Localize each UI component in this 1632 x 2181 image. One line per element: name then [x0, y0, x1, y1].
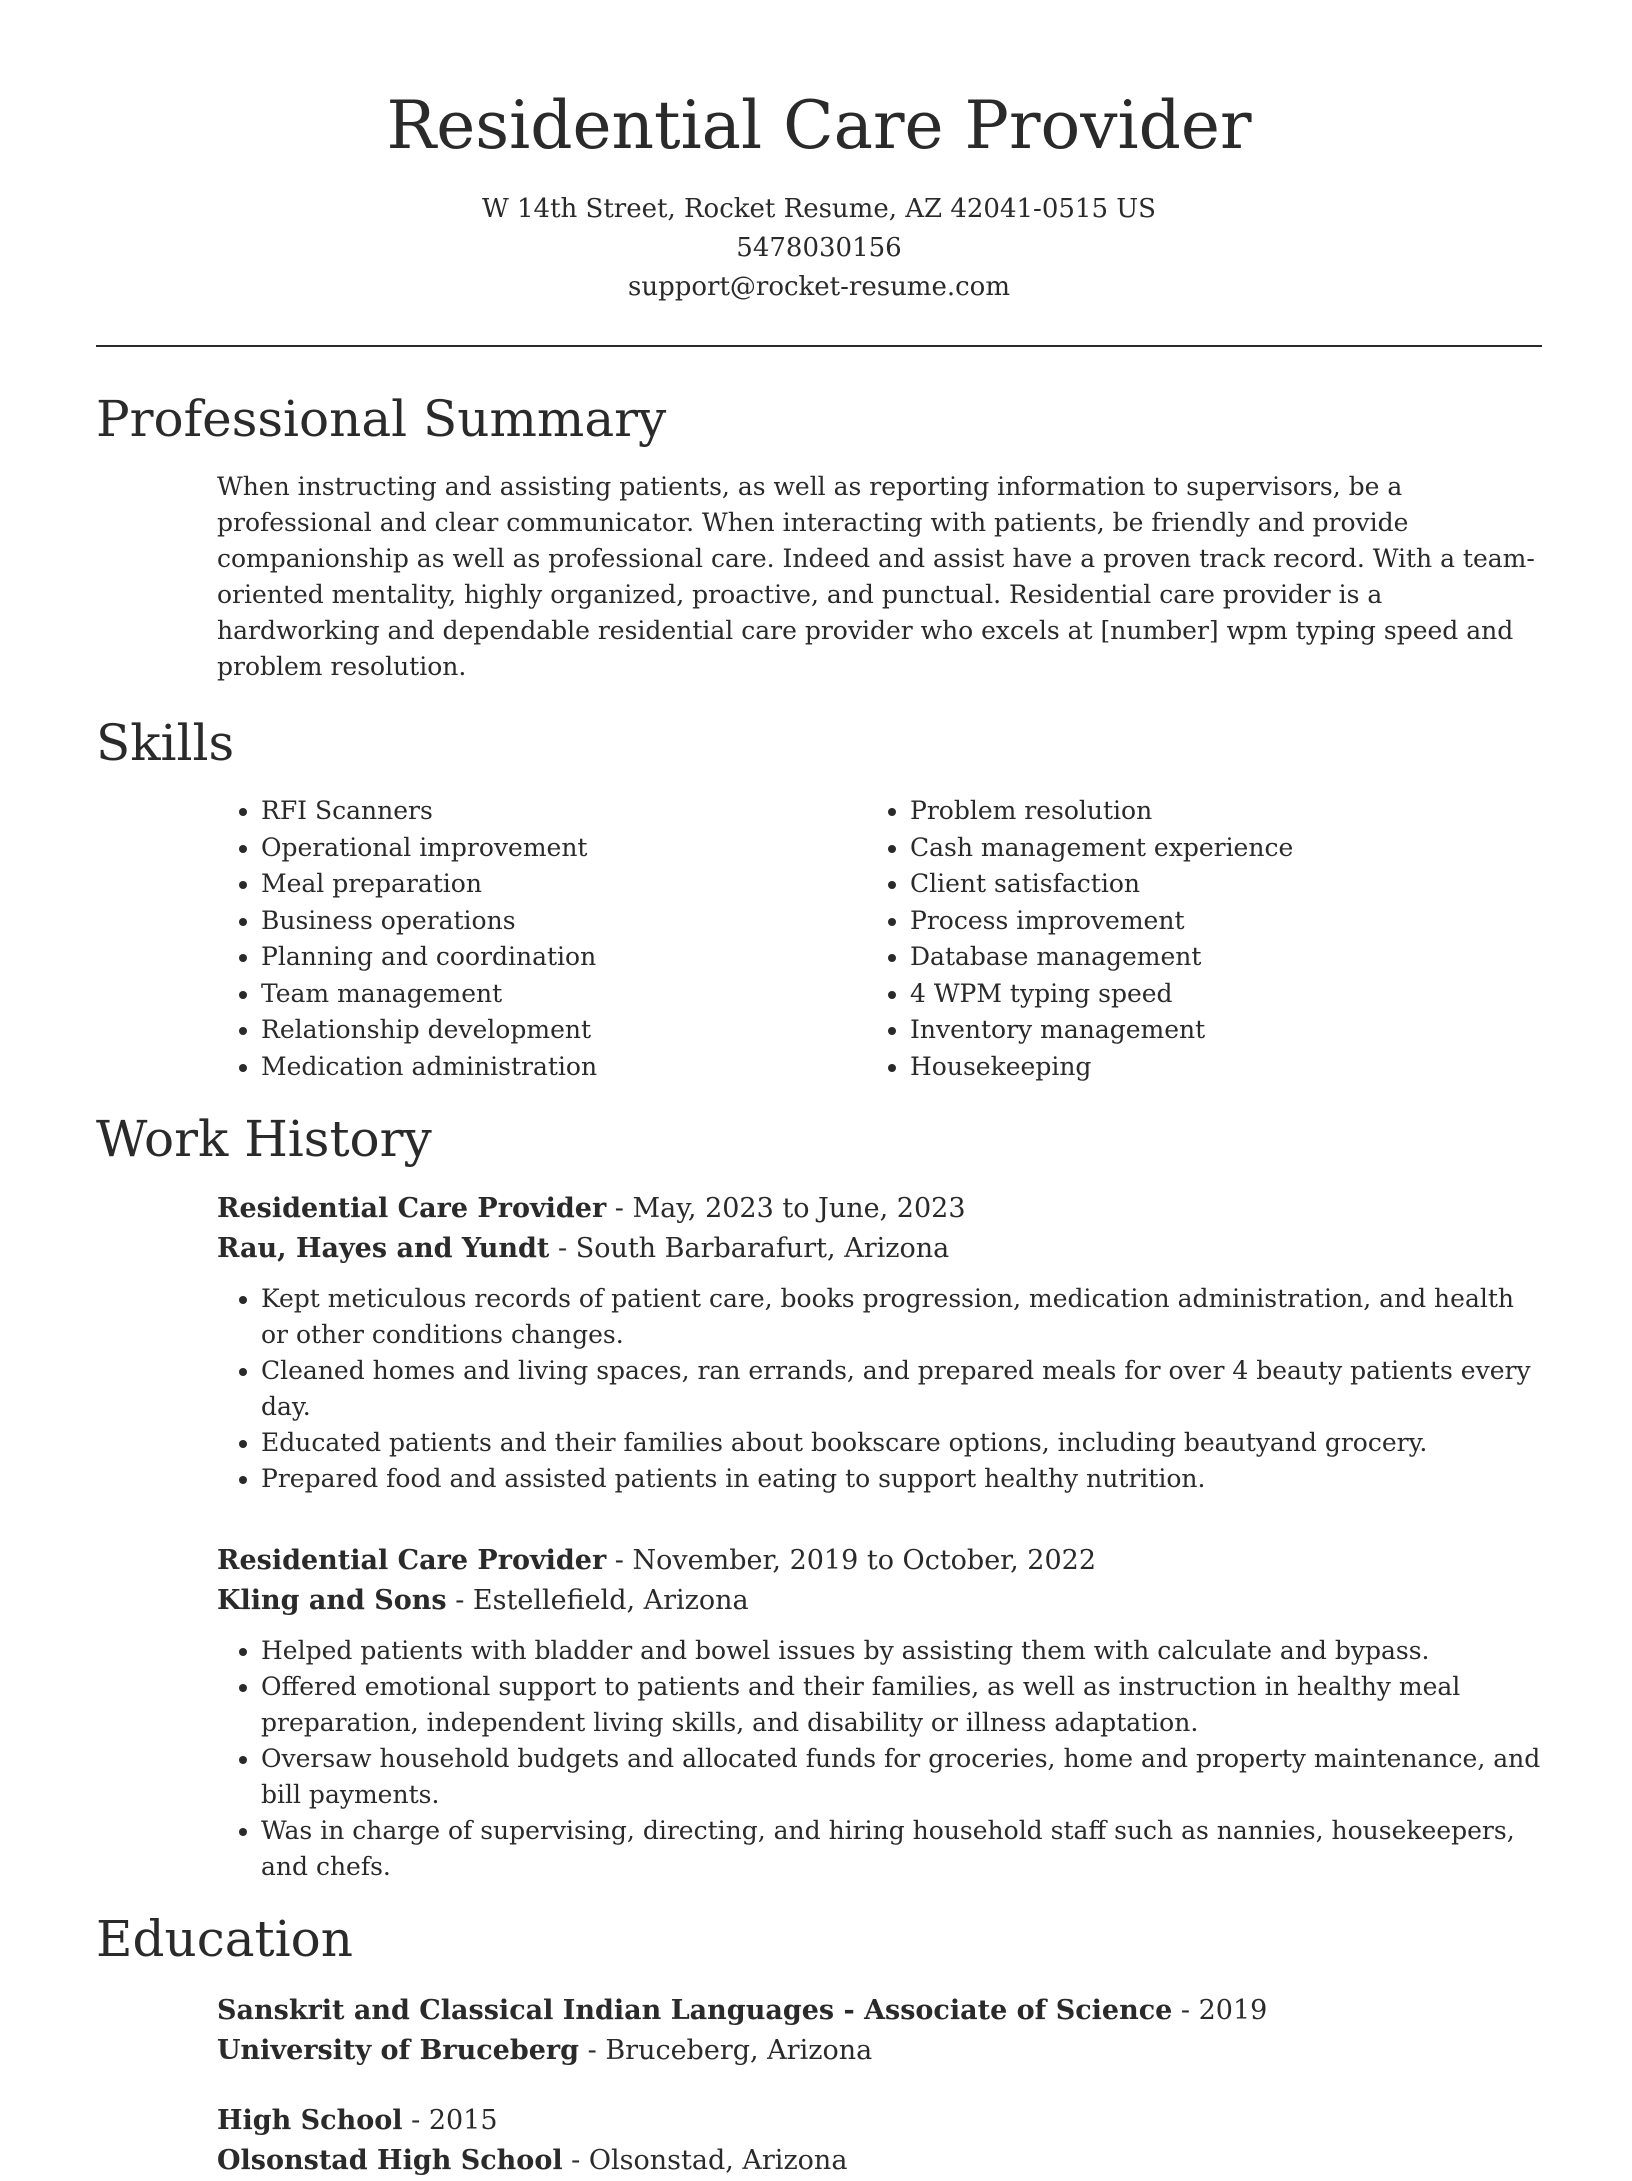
job-bullet: • Cleaned homes and living spaces, ran errands, and prepared meals for over 4 beauty patients every day.: [261, 1353, 1542, 1425]
job-bullet: • Oversaw household budgets and allocated funds for groceries, home and property maintenance, and bill payments.: [261, 1741, 1542, 1813]
job-bullets: [217, 1281, 1542, 1497]
job-bullets: [217, 1633, 1542, 1885]
skill-item: • Database management: [910, 939, 1515, 976]
skills-column-right: [866, 793, 1515, 1085]
skill-item: • Operational improvement: [261, 830, 866, 867]
header-divider: [96, 345, 1542, 347]
job-dates: - May, 2023 to June, 2023: [606, 1193, 966, 1224]
job-company: Rau, Hayes and Yundt: [217, 1233, 550, 1264]
skill-item: • RFI Scanners: [261, 793, 866, 830]
section-title-work: Work History: [96, 1110, 432, 1168]
section-skills: [96, 713, 1542, 1085]
edu-school: University of Bruceberg: [217, 2035, 580, 2066]
job-dates: - November, 2019 to October, 2022: [606, 1545, 1096, 1576]
skills-grid: [217, 793, 1542, 1085]
skill-item: • Business operations: [261, 903, 866, 940]
section-title-education: Education: [96, 1910, 353, 1968]
job-bullet: • Was in charge of supervising, directing, and hiring household staff such as nannies, housekeepers, and chefs.: [261, 1813, 1542, 1885]
resume-page: [96, 0, 1542, 2181]
job-company: Kling and Sons: [217, 1585, 447, 1616]
skill-item: • Cash management experience: [910, 830, 1515, 867]
skill-item: • Inventory management: [910, 1012, 1515, 1049]
edu-school: Olsonstad High School: [217, 2145, 563, 2176]
section-title-skills: Skills: [96, 714, 235, 772]
job-employer-line: [217, 1581, 1542, 1621]
resume-header: [96, 0, 1542, 307]
job-employer-line: [217, 1229, 1542, 1269]
job-bullet: • Kept meticulous records of patient care, books progression, medication administration, and health or other conditions changes.: [261, 1281, 1542, 1353]
skill-item: • Medication administration: [261, 1049, 866, 1086]
section-summary: [96, 389, 1542, 685]
edu-year: - 2015: [402, 2105, 498, 2136]
job-bullet: • Prepared food and assisted patients in eating to support healthy nutrition.: [261, 1461, 1542, 1497]
skill-item: • Relationship development: [261, 1012, 866, 1049]
edu-location: - Bruceberg, Arizona: [579, 2035, 873, 2066]
job-location: - Estellefield, Arizona: [446, 1585, 749, 1616]
job-bullet: • Helped patients with bladder and bowel issues by assisting them with calculate and bypass.: [261, 1633, 1542, 1669]
skill-item: • Client satisfaction: [910, 866, 1515, 903]
job-bullet: • Offered emotional support to patients and their families, as well as instruction in healthy meal preparation, independent living skills, and disability or illness adaptation.: [261, 1669, 1542, 1741]
edu-school-line: [217, 2141, 1542, 2181]
contact-phone: 5478030156: [736, 233, 902, 263]
skill-item: • Meal preparation: [261, 866, 866, 903]
job-entry: [217, 1189, 1542, 1497]
skills-column-left: [217, 793, 866, 1085]
skill-item: • Housekeeping: [910, 1049, 1515, 1086]
education-entry: [217, 2101, 1542, 2181]
contact-info: [96, 190, 1542, 307]
candidate-name: Residential Care Provider: [386, 87, 1252, 164]
contact-address: W 14th Street, Rocket Resume, AZ 42041-0515 US: [482, 194, 1156, 224]
edu-school-line: [217, 2031, 1542, 2071]
job-entry: [217, 1541, 1542, 1885]
skill-item: • Planning and coordination: [261, 939, 866, 976]
job-role: Residential Care Provider: [217, 1193, 607, 1224]
job-title-line: [217, 1189, 1542, 1229]
edu-degree-line: [217, 1991, 1542, 2031]
education-entry: [217, 1991, 1542, 2071]
section-work-history: [96, 1109, 1542, 1885]
summary-text: When instructing and assisting patients, as well as reporting information to supervisors, be a professional and clear communicator. When interacting with patients, be friendly and provide companionship as well as professional care. Indeed and assist have a proven track record. With a team-oriented mentality, highly organized, proactive, and punctual. Residential care provider is a hardworking and dependable residential care provider who excels at [number] wpm typing speed and problem resolution.: [217, 472, 1535, 681]
job-role: Residential Care Provider: [217, 1545, 607, 1576]
edu-degree-line: [217, 2101, 1542, 2141]
contact-email: support@rocket-resume.com: [627, 272, 1010, 302]
edu-location: - Olsonstad, Arizona: [562, 2145, 848, 2176]
job-location: - South Barbarafurt, Arizona: [549, 1233, 950, 1264]
section-title-summary: Professional Summary: [96, 390, 667, 448]
section-education: [96, 1909, 1542, 2181]
edu-degree: Sanskrit and Classical Indian Languages - Associate of Science: [217, 1995, 1173, 2026]
skill-item: • 4 WPM typing speed: [910, 976, 1515, 1013]
job-title-line: [217, 1541, 1542, 1581]
edu-degree: High School: [217, 2105, 403, 2136]
skill-item: • Team management: [261, 976, 866, 1013]
edu-year: - 2019: [1172, 1995, 1268, 2026]
skill-item: • Problem resolution: [910, 793, 1515, 830]
job-bullet: • Educated patients and their families about bookscare options, including beautyand grocery.: [261, 1425, 1542, 1461]
skill-item: • Process improvement: [910, 903, 1515, 940]
